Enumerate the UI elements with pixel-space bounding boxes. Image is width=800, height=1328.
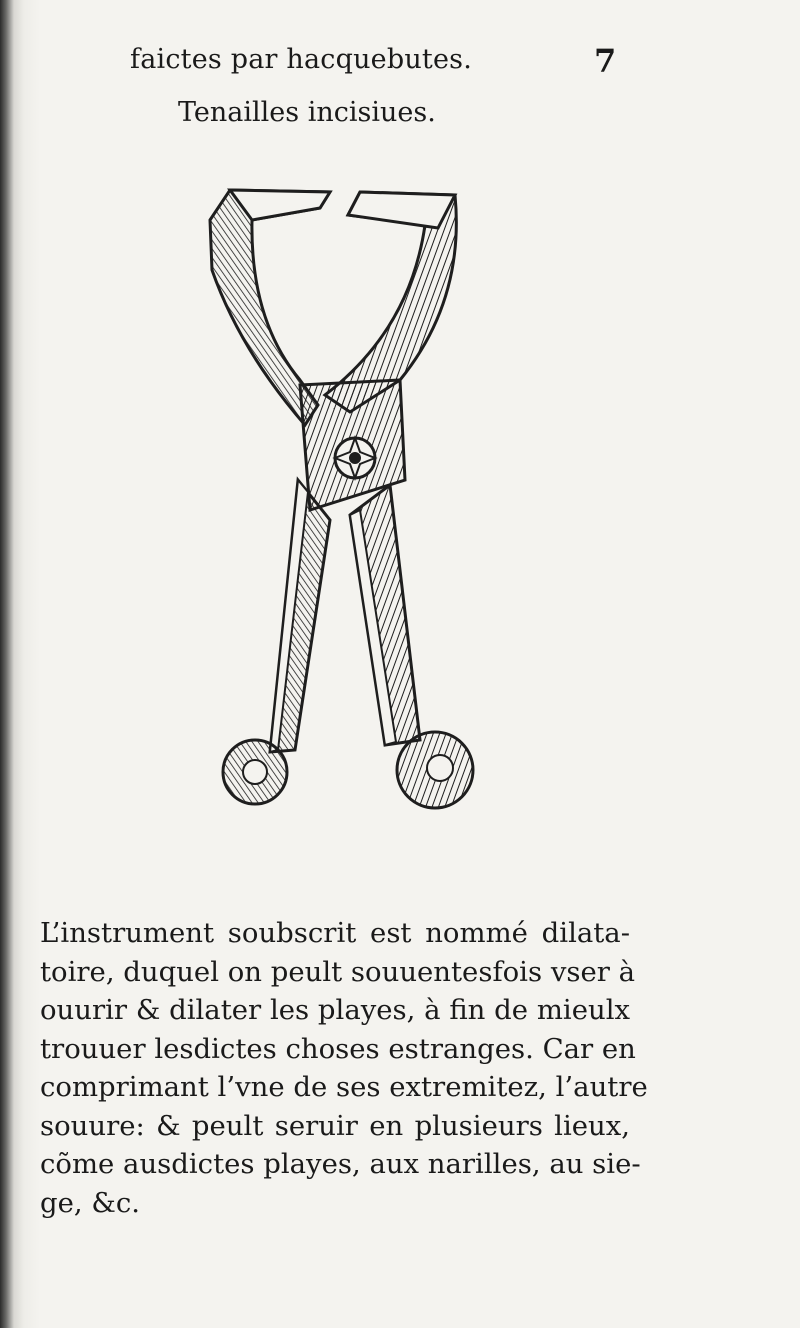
paragraph-line: ouurir & dilater les playes, à fin de mieulx (40, 994, 630, 1026)
pincers-woodcut-illustration (200, 180, 490, 820)
paragraph-line: ge, &c. (40, 1186, 140, 1219)
paragraph-line: toire, duquel on peult souuentesfois vser à (40, 955, 636, 988)
paragraph-line: trouuer lesdictes choses estranges. Car en (40, 1032, 636, 1065)
page-number: 7 (594, 42, 617, 80)
paragraph-line: cõme ausdictes playes, aux narilles, au sie- (40, 1148, 641, 1180)
paragraph-line: comprimant l’vne de ses extremitez, l’autre (40, 1071, 648, 1103)
paragraph-line: souure: & peult seruir en plusieurs lieux, (40, 1109, 630, 1142)
left-handle (223, 480, 330, 804)
paragraph-line: L’instrument soubscrit est nommé dilata- (40, 917, 630, 949)
description-paragraph (40, 914, 648, 1222)
right-handle (350, 485, 473, 808)
running-head: faictes par hacquebutes. (130, 44, 472, 75)
plate-title: Tenailles incisiues. (178, 97, 436, 128)
